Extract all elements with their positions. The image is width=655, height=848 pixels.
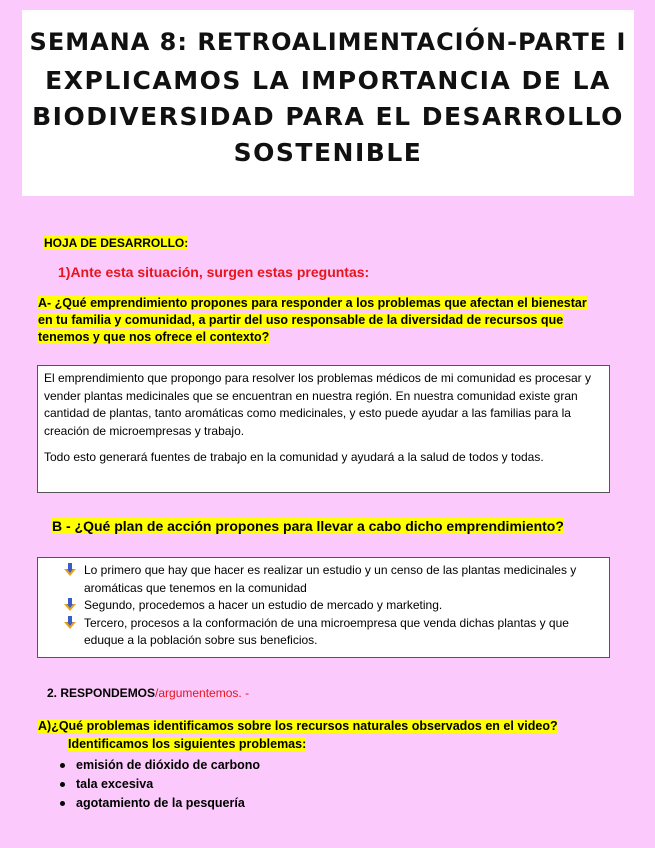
identified-heading: Identificamos los siguientes problemas: [68,737,307,751]
title-line-3: BIODIVERSIDAD PARA EL DESARROLLO [32,102,624,131]
list-item: Segundo, procedemos a hacer un estudio de mercado y marketing. [64,597,603,615]
arrow-down-bullet-icon [64,616,76,630]
answer-a-paragraph-1: El emprendimiento que propongo para resolver los problemas médicos de mi comunidad es procesar y vender plantas medicinales que se encuentran en nuestra región. En nuestra comunidad existe gran cantidad de plantas, tanto aromáticas como medicinales, y esto puede ayudar a las familias para la creación de microempresas y trabajo. [44,371,591,438]
problems-list [58,756,260,813]
section2-heading: 2. RESPONDEMOS/argumentemos. - [47,686,250,700]
hoja-de-desarrollo-label: HOJA DE DESARROLLO: [44,236,189,250]
section1-heading: 1)Ante esta situación, surgen estas preguntas: [58,264,370,280]
question-b-text: B - ¿Qué plan de acción propones para llevar a cabo dicho emprendimiento? [52,518,564,534]
list-item: tala excesiva [58,775,260,794]
question-a2: A)¿Qué problemas identificamos sobre los recursos naturales observados en el video? [38,719,558,733]
answer-a-box [37,365,610,493]
question-a [38,295,598,346]
list-item: Lo primero que hay que hacer es realizar un estudio y un censo de las plantas medicinales y aromáticas que tenemos en la comunidad [64,562,603,597]
arrow-down-bullet-icon [64,563,76,577]
question-b [52,518,564,534]
title-line-2: EXPLICAMOS LA IMPORTANCIA DE LA [45,66,611,95]
arrow-down-bullet-icon [64,598,76,612]
answer-b-box [37,557,610,658]
list-item: emisión de dióxido de carbono [58,756,260,775]
title-banner [22,10,634,196]
answer-a-paragraph-2: Todo esto generará fuentes de trabajo en la comunidad y ayudará a la salud de todos y todas. [44,450,544,464]
list-item: Tercero, procesos a la conformación de una microempresa que venda dichas plantas y que eduque a la población sobre sus beneficios. [64,615,603,650]
title-line-1: SEMANA 8: RETROALIMENTACIÓN-PARTE I [29,28,627,56]
action-plan-list [64,562,603,650]
question-a-text: A- ¿Qué emprendimiento propones para responder a los problemas que afectan el bienestar en tu familia y comunidad, a partir del uso responsable de la diversidad de recursos que tenemos y que nos ofrece el contexto? [38,296,587,344]
title-line-4: SOSTENIBLE [233,138,423,167]
list-item: agotamiento de la pesquería [58,794,260,813]
